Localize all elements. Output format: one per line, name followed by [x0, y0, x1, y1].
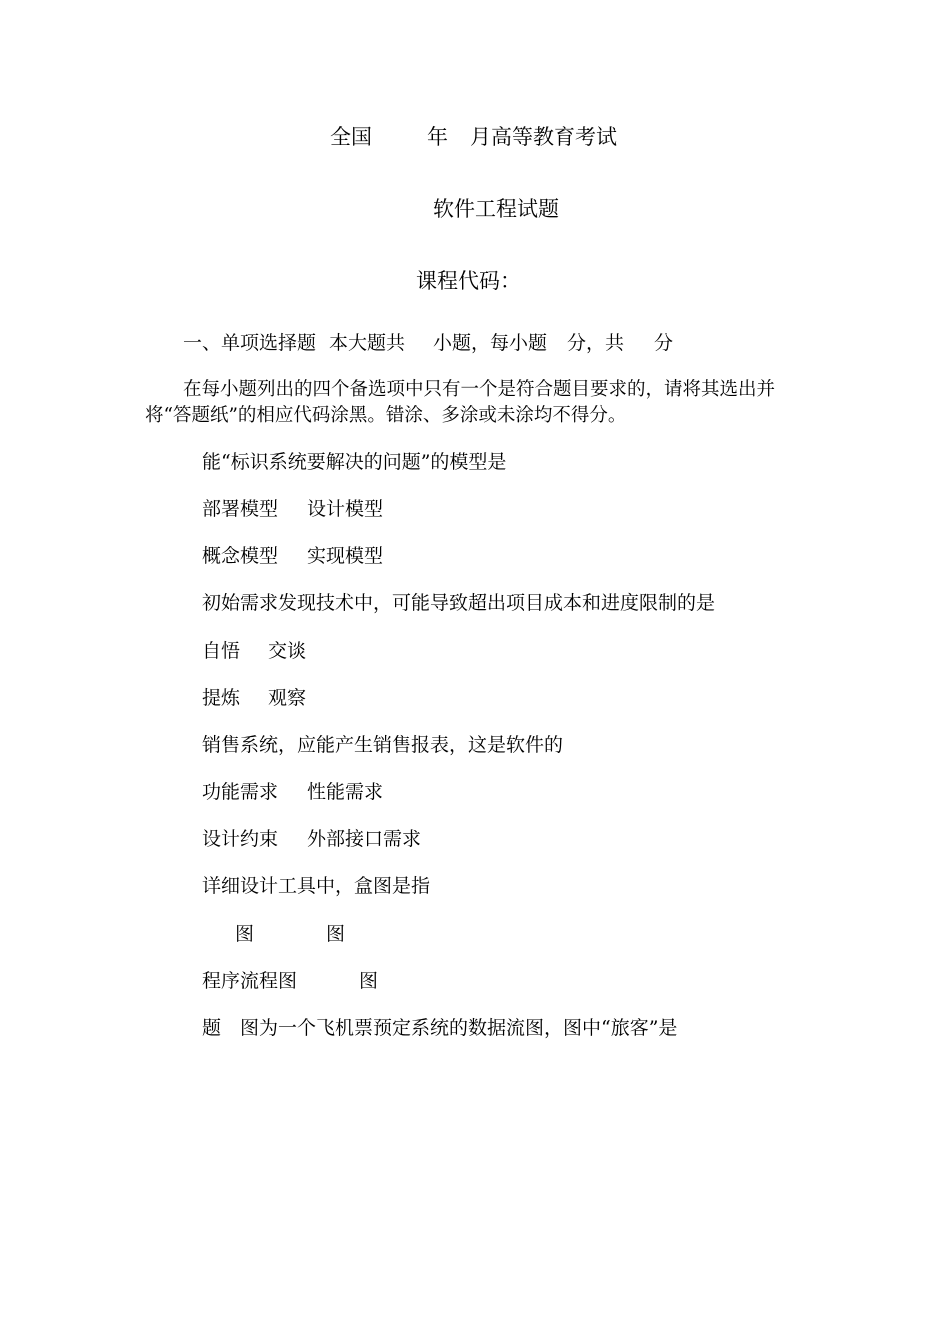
question-1-option-c: 概念模型	[202, 545, 279, 567]
question-1-option-b: 设计模型	[307, 498, 384, 520]
question-3-option-b: 性能需求	[307, 781, 384, 803]
title-part-3: 月高等教育考试	[470, 125, 617, 149]
section-heading-part-3: 小题，每小题	[433, 332, 548, 354]
question-5-stem-part-2: 图为一个飞机票预定系统的数据流图，图中“旅客”是	[240, 1017, 678, 1039]
question-4-option-c: 程序流程图	[202, 970, 298, 992]
course-code-label: 课程代码：	[416, 269, 521, 293]
question-3-stem: 销售系统，应能产生销售报表，这是软件的	[202, 734, 564, 756]
question-4-option-a: 图	[235, 923, 255, 945]
question-2-option-b: 交谈	[268, 640, 307, 662]
question-3-option-a: 功能需求	[202, 781, 279, 803]
question-2-option-c: 提炼	[202, 687, 241, 709]
section-heading-part-2: 本大题共	[329, 332, 406, 354]
question-5-stem-part-1: 题	[202, 1017, 222, 1039]
question-3-option-c: 设计约束	[202, 828, 279, 850]
question-4-stem: 详细设计工具中，盒图是指	[202, 875, 431, 897]
title-part-2: 年	[427, 125, 448, 149]
title-part-1: 全国	[330, 125, 372, 149]
question-1-option-a: 部署模型	[202, 498, 279, 520]
question-2-option-a: 自悟	[202, 640, 241, 662]
question-1-stem: 能“标识系统要解决的问题”的模型是	[202, 451, 507, 473]
section-heading-part-1: 一、单项选择题	[183, 332, 317, 354]
question-2-stem: 初始需求发现技术中，可能导致超出项目成本和进度限制的是	[202, 592, 716, 614]
instruction-line-1: 在每小题列出的四个备选项中只有一个是符合题目要求的，请将其选出并	[183, 379, 776, 400]
section-heading-part-5: 分	[654, 332, 674, 354]
exam-subtitle: 软件工程试题	[433, 197, 559, 221]
question-1-option-d: 实现模型	[307, 545, 384, 567]
section-heading-part-4: 分，共	[567, 332, 625, 354]
question-3-option-d: 外部接口需求	[307, 828, 422, 850]
question-4-option-b: 图	[326, 923, 346, 945]
question-2-option-d: 观察	[268, 687, 307, 709]
question-4-option-d: 图	[359, 970, 379, 992]
instruction-line-2: 将“答题纸”的相应代码涂黑。错涂、多涂或未涂均不得分。	[145, 405, 627, 426]
